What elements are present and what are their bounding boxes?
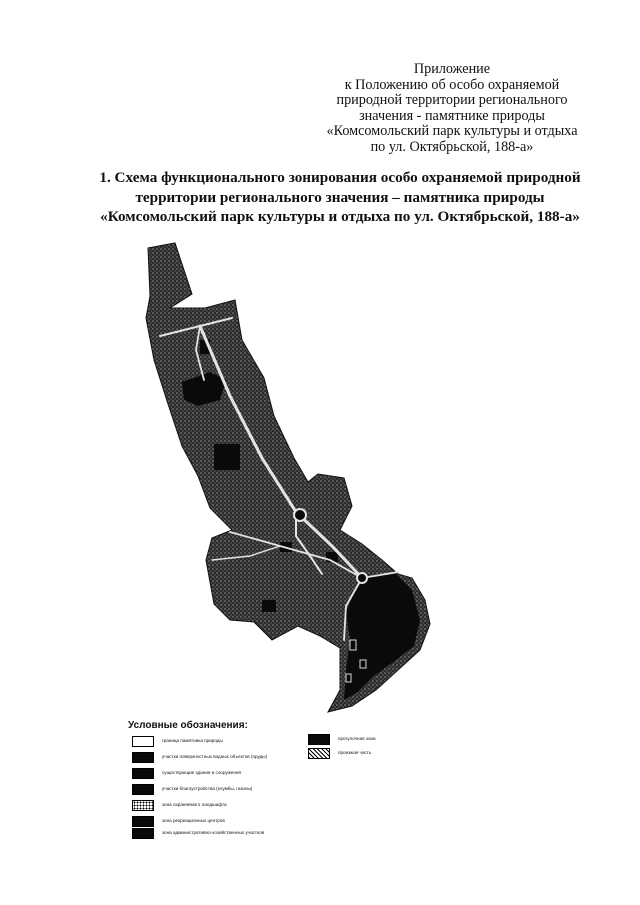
title-line: 1. Схема функционального зонирования особо охраняемой природной	[99, 169, 581, 186]
legend-label: зона охраняемого ландшафта	[162, 802, 227, 807]
legend-label: зона административно-хозяйственных участков	[162, 830, 265, 835]
roundabout-north	[294, 509, 306, 521]
appendix-line: по ул. Октябрьской, 188-а»	[370, 138, 534, 155]
appendix-line: к Положению об особо охраняемой	[344, 76, 560, 93]
legend-swatch	[132, 800, 154, 811]
legend-swatch	[132, 768, 154, 779]
building-center	[214, 444, 240, 470]
legend-swatch	[308, 734, 330, 745]
appendix-line: природной территории регионального	[336, 92, 568, 109]
legend-swatch	[132, 828, 154, 839]
legend-swatch	[308, 748, 330, 759]
legend-label: участки поверхностных водных объектов (пруды)	[162, 754, 268, 759]
legend-label: зона рекреационных центров	[162, 818, 225, 823]
legend-heading: Условные обозначения:	[128, 720, 248, 731]
legend-label: существующие здания и сооружения	[162, 770, 242, 775]
appendix-line: «Комсомольский парк культуры и отдыха	[326, 123, 578, 140]
building-southwest	[262, 600, 276, 612]
legend-swatch	[132, 784, 154, 795]
legend	[128, 720, 528, 840]
roundabout-south	[357, 573, 367, 583]
legend-swatch	[132, 752, 154, 763]
legend-label: проезжая часть	[338, 750, 372, 755]
title-line: «Комсомольский парк культуры и отдыха по ул. Октябрьской, 188-а»	[100, 208, 580, 225]
title-line: территории регионального значения – памятника природы	[135, 188, 545, 206]
legend-swatch	[132, 736, 154, 747]
legend-label: граница памятника природы	[162, 738, 223, 743]
legend-label: участки благоустройства (клумбы, газоны)	[162, 786, 253, 791]
appendix-line: Приложение	[413, 61, 491, 77]
legend-swatch	[132, 816, 154, 827]
appendix-line: значения - памятнике природы	[359, 107, 545, 124]
legend-label: прогулочная зона	[338, 736, 376, 741]
